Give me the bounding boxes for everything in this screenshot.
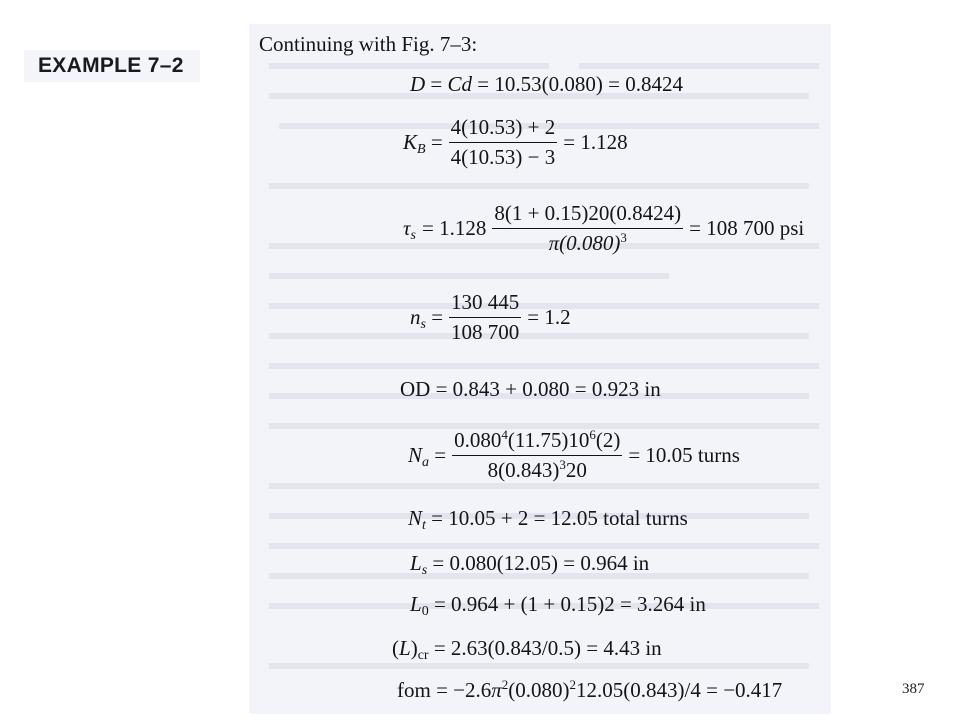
ns-fraction [449,290,521,345]
ns-symbol: $n_s$ = [410,305,444,332]
tau-result: = 108 700 psi [689,216,805,240]
tau-denominator-base: π(0.080) [548,231,621,255]
tau-denominator-exponent: 3 [620,230,627,245]
kb-result: = 1.128 [563,130,628,154]
intro-text: Continuing with Fig. 7–3: [259,32,478,56]
tau-denominator [549,229,627,256]
na-symbol: $N_a$ = [408,443,447,470]
equation-diameter [410,72,683,97]
equation-diameter-text: D = Cd = 10.53(0.080) = 0.8424 [410,72,683,96]
tau-symbol: $\tau_s$ [403,216,416,243]
na-den-part-a: 8(0.843) [487,458,560,482]
l0-rhs: = 0.964 + (1 + 0.15)2 = 3.264 in [433,592,706,616]
ns-denominator: 108 700 [451,320,520,344]
kb-denominator: 4(10.53) − 3 [450,145,556,169]
ls-symbol: $L_s$ [410,551,428,578]
na-fraction [452,428,622,483]
na-num-exp-1: 4 [501,427,508,442]
na-numerator [452,428,622,456]
na-num-exp-2: 6 [589,427,596,442]
equation-safety-factor [410,290,571,345]
equation-outer-diameter [400,377,661,402]
ns-numerator: 130 445 [449,290,521,318]
l0-symbol: $L_0$ [410,592,429,619]
equation-total-turns [408,506,688,531]
nt-rhs: = 10.05 + 2 = 12.05 total turns [431,506,688,530]
lcr-rhs: = 2.63(0.843/0.5) = 4.43 in [433,636,662,660]
na-denominator [488,456,587,483]
equation-kb [403,115,628,170]
lcr-symbol: $(L)_{cr}$ [392,636,429,663]
equation-active-turns [408,428,740,483]
ls-rhs: = 0.080(12.05) = 0.964 in [432,551,650,575]
tau-fraction [492,201,683,256]
na-num-part-a: 0.080 [454,428,502,452]
nt-symbol: $N_t$ [408,506,426,533]
na-den-exp: 3 [559,457,566,472]
fom-text: fom = $-2.6\pi^2(0.080)^212.05(0.843)/4 = -0.417$ [397,677,783,702]
equation-critical-length [392,636,662,661]
equation-figure-of-merit [397,678,782,703]
tau-coefficient: = 1.128 [421,216,487,240]
na-num-part-b: (11.75)10 [507,428,590,452]
od-text: OD = 0.843 + 0.080 = 0.923 in [400,377,661,401]
na-num-part-c: (2) [595,428,621,452]
ns-result: = 1.2 [527,305,571,329]
na-den-part-b: 20 [565,458,587,482]
tau-numerator: 8(1 + 0.15)20(0.8424) [492,201,683,229]
equation-solid-length [410,551,649,576]
page-number: 387 [902,681,925,697]
kb-numerator: 4(10.53) + 2 [449,115,558,143]
equation-free-length [410,592,706,617]
equation-shear-stress [403,201,804,256]
example-label-box [24,50,200,82]
na-result: = 10.05 turns [628,443,740,467]
kb-symbol: $K_B$ = [403,130,443,157]
kb-fraction [449,115,558,170]
scanned-page [249,24,831,714]
example-label: EXAMPLE 7–2 [38,54,184,77]
